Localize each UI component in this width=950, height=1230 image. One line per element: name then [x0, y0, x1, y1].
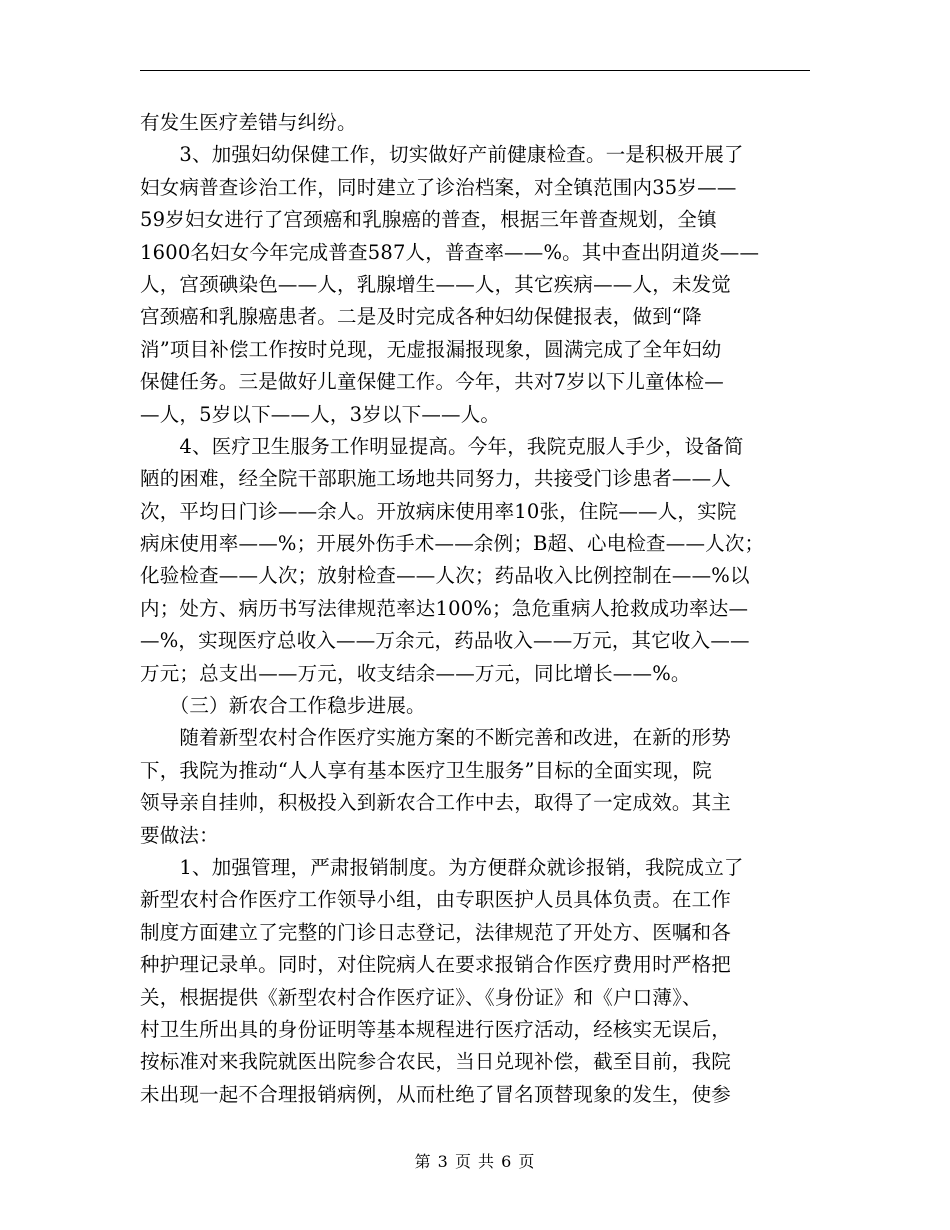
text-line: 次，平均日门诊——余人。开放病床使用率10张，住院——人，实院	[140, 499, 737, 523]
text-line: 下，我院为推动“人人享有基本医疗卫生服务”目标的全面实现，院	[140, 758, 712, 782]
text-line: 保健任务。三是做好儿童保健工作。今年，共对7岁以下儿童体检—	[140, 370, 724, 394]
text-line: —%，实现医疗总收入——万余元，药品收入——万元，其它收入——	[140, 629, 750, 653]
text-line: 关，根据提供《新型农村合作医疗证》、《身份证》和《户口薄》、	[140, 985, 702, 1009]
text-line: 新型农村合作医疗工作领导小组，由专职医护人员具体负责。在工作	[140, 888, 732, 912]
text-line: 制度方面建立了完整的门诊日志登记，法律规范了开处方、医嘱和各	[140, 920, 732, 944]
text-line: 病床使用率——%；开展外伤手术——余例；B超、心电检查——人次；	[140, 532, 765, 556]
text-line: 陋的困难，经全院干部职施工场地共同努力，共接受门诊患者——人	[140, 467, 732, 491]
page-footer: 第 3 页 共 6 页	[414, 1152, 536, 1171]
text-line: 内；处方、病历书写法律规范率达100%；急危重病人抢救成功率达—	[140, 596, 749, 620]
text-line: 59岁妇女进行了宫颈癌和乳腺癌的普查，根据三年普查规划，全镇	[140, 208, 717, 232]
text-line: 化验检查——人次；放射检查——人次；药品收入比例控制在——%以	[140, 564, 750, 588]
text-line: 要做法：	[140, 823, 219, 847]
text-line: 宫颈癌和乳腺癌患者。二是及时完成各种妇幼保健报表，做到“降	[140, 305, 702, 329]
text-line: 按标准对来我院就医出院参合农民，当日兑现补偿，截至目前，我院	[140, 1050, 732, 1074]
header-rule	[140, 70, 810, 71]
document-body	[140, 107, 820, 1111]
text-line: 消”项目补偿工作按时兑现，无虚报漏报现象，圆满完成了全年妇幼	[140, 337, 722, 361]
text-line: 1、加强管理，严肃报销制度。为方便群众就诊报销，我院成立了	[140, 855, 744, 879]
text-line: 随着新型农村合作医疗实施方案的不断完善和改进，在新的形势	[140, 726, 732, 750]
text-line: 3、加强妇幼保健工作，切实做好产前健康检查。一是积极开展了	[140, 143, 744, 167]
text-line: 种护理记录单。同时，对住院病人在要求报销合作医疗费用时严格把	[140, 953, 732, 977]
text-line: 人，宫颈碘染色——人，乳腺增生——人，其它疾病——人，未发觉	[140, 272, 732, 296]
text-line: 妇女病普查诊治工作，同时建立了诊治档案，对全镇范围内35岁——	[140, 175, 737, 199]
text-line: 万元；总支出——万元，收支结余——万元，同比增长——%。	[140, 661, 691, 685]
text-line: 村卫生所出具的身份证明等基本规程进行医疗活动，经核实无误后，	[140, 1017, 732, 1041]
text-line: 1600名妇女今年完成普查587人，普查率——%。其中查出阴道炎——	[140, 240, 760, 264]
text-line: —人，5岁以下——人，3岁以下——人。	[140, 402, 501, 426]
text-line: 有发生医疗差错与纠纷。	[140, 111, 357, 134]
text-line: 未出现一起不合理报销病例，从而杜绝了冒名顶替现象的发生，使参	[140, 1082, 732, 1106]
text-line: 领导亲自挂帅，积极投入到新农合工作中去，取得了一定成效。其主	[140, 791, 732, 815]
section-heading: （三）新农合工作稳步进展。	[140, 694, 426, 718]
text-line: 4、医疗卫生服务工作明显提高。今年，我院克服人手少，设备简	[140, 434, 744, 458]
